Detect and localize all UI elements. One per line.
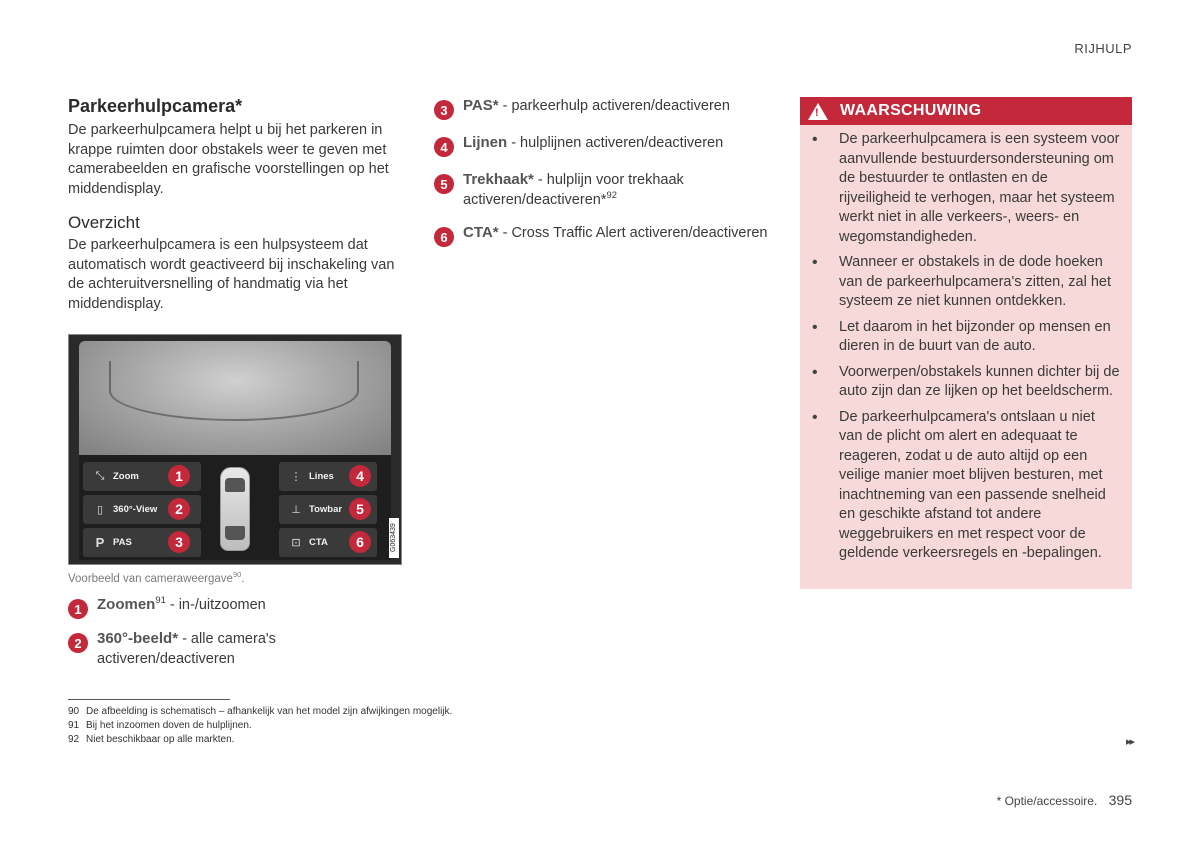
zoom-icon: ⤡ [95,470,105,482]
towbar-button [279,495,377,524]
list-item [434,133,774,157]
callout-5: 5 [349,498,371,520]
list-item [434,170,774,210]
item-term: CTA* [463,224,499,241]
footnote-ref: 91 [155,594,166,606]
list-item [434,96,774,120]
item-text: - Cross Traffic Alert activeren/deactiveren [498,225,768,241]
cta-icon: ⊡ [291,537,301,549]
item-number: 1 [68,599,88,619]
lines-label: Lines [309,471,334,482]
view-360-button [83,495,201,524]
item-term: Zoomen [97,596,156,613]
column-middle [434,96,774,260]
footnote-ref: 92 [606,188,617,200]
item-term: 360°-beeld* [97,630,179,647]
footnote: 91 Bij het inzoomen doven de hulplijnen. [68,720,252,731]
item-number: 6 [434,227,454,247]
towbar-label: Towbar [309,504,343,515]
overview-paragraph: De parkeerhulpcamera is een hulpsysteem dat automatisch wordt geactiveerd bij inschakeling van de achteruitversnelling of handmatig via het middendisplay. [68,237,395,312]
page-footer [997,792,1132,808]
cta-label: CTA [309,537,328,548]
lines-button [279,462,377,491]
camera-display-illustration [68,334,402,565]
item-term: Trekhaak* [463,171,534,188]
warning-item: • Voorwerpen/obstakels kunnen dichter bij de auto zijn dan ze lijken op het beeldscherm. [812,363,1120,402]
camera-360-icon: ▯ [96,504,104,516]
car-top-view-icon [220,467,250,551]
item-text: - hulplijnen activeren/deactiveren [507,135,724,151]
view-360-label: 360°-View [113,504,158,515]
warning-triangle-icon: ! [808,103,828,120]
list-item [434,223,774,247]
pas-label: PAS [113,537,132,548]
list-item [68,629,404,669]
page-number: 395 [1108,792,1132,808]
item-term: PAS* [463,97,499,114]
column-left [68,96,404,669]
camera-button-panel [79,455,391,560]
list-item [68,595,404,619]
option-note: * Optie/accessoire. [996,794,1098,808]
item-number: 5 [434,174,454,194]
item-text: - hulplijn voor trekhaak activeren/deactiveren* [463,172,684,208]
warning-header [800,97,1132,125]
figure-caption: Voorbeeld van cameraweergave$^{90}$. [68,570,245,585]
item-number: 3 [434,100,454,120]
warning-box [800,97,1132,589]
pas-icon: P [95,535,105,550]
pas-button [83,528,201,557]
section-label: RIJHULP [1074,41,1132,56]
callout-1: 1 [168,465,190,487]
image-code: G063439 [389,518,399,558]
page-title: Parkeerhulpcamera* [68,96,243,116]
footnote: 92 Niet beschikbaar op alle markten. [68,734,235,745]
zoom-button [83,462,201,491]
item-number: 2 [68,633,88,653]
lines-icon: ⋮ [290,471,302,483]
warning-item: • De parkeerhulpcamera's ontslaan u niet van de plicht om alert en adequaat te reageren, zodat u de auto altijd op een veilige manier moet blijven besturen, met inachtneming van een passende snelheid en geschikte afstand tot andere weggebruikers en met respect voor de geldende verkeersregels en -bepalingen. [812,408,1120,564]
zoom-label: Zoom [113,471,139,482]
cta-button [279,528,377,557]
warning-list [800,125,1132,564]
towbar-icon: ⊥ [291,504,301,516]
camera-view [79,341,391,455]
warning-item: • Let daarom in het bijzonder op mensen en dieren in de buurt van de auto. [812,318,1120,357]
intro-paragraph: De parkeerhulpcamera helpt u bij het parkeren in krappe ruimten door obstakels weer te geven met camerabeelden en grafische voorstellingen op het middendisplay. [68,122,389,197]
item-number: 4 [434,137,454,157]
item-text: - in-/uitzoomen [165,597,266,613]
warning-item: • Wanneer er obstakels in de dode hoeken van de parkeerhulpcamera's zitten, zal het systeem ze niet kunnen ontdekken. [812,253,1120,312]
column-right [800,97,1132,589]
item-text: - alle camera's activeren/deactiveren [97,631,276,667]
footnote-divider [68,699,230,700]
item-text: - parkeerhulp activeren/deactiveren [498,98,730,114]
warning-heading: WAARSCHUWING [840,102,982,119]
callout-6: 6 [349,531,371,553]
caption-footnote-ref: 90 [232,570,242,580]
callout-4: 4 [349,465,371,487]
warning-item: • De parkeerhulpcamera is een systeem voor aanvullende bestuurdersondersteuning om de bestuurder te ontlasten en de rijveiligheid te verhogen, maar het systeem werkt niet in alle verkeers-, weers- en wegomstandigheden. [812,130,1120,247]
item-term: Lijnen [463,134,508,151]
next-page-arrows-icon[interactable]: ▸▸ [1125,736,1133,748]
overview-heading: Overzicht [68,213,140,232]
footnotes [68,705,452,747]
callout-2: 2 [168,498,190,520]
footnote: 90 De afbeelding is schematisch – afhankelijk van het model zijn afwijkingen mogelijk. [68,706,453,717]
callout-3: 3 [168,531,190,553]
